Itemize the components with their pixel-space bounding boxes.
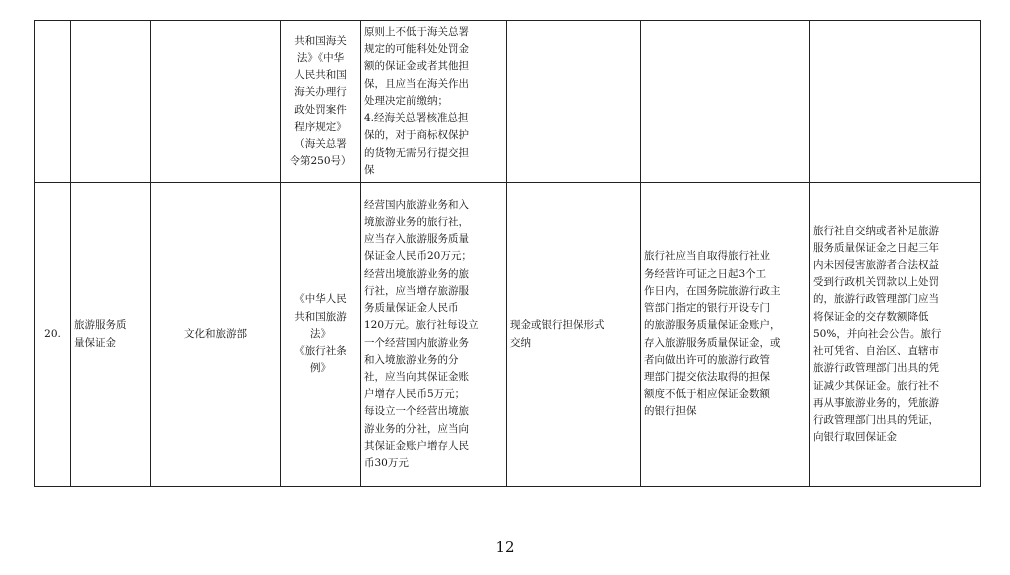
refund-rule-cell: [810, 21, 981, 183]
requirement-cell: 原则上不低于海关总署 规定的可能科处处罚金 额的保证金或者其他担 保，且应当在海关作出 处理决定前缴纳； 4.经海关总署核准总担 保的，对于商标权保护 的货物无需另行提交担 保: [361, 21, 507, 183]
payment-form-cell: 现金或银行担保形式 交纳: [507, 183, 641, 487]
requirement-cell: 经营国内旅游业务和入 境旅游业务的旅行社， 应当存入旅游服务质量 保证金人民币20万元； 经营出境旅游业务的旅 行社，应当增存旅游服 务质量保证金人民币 120万元。旅行社每设立 一个经营国内旅游业务 和入境旅游业务的分 社，应当向其保证金账 户增存人民币5万元； 每设立一个经营出境旅 游业务的分社，应当向 其保证金账户增存人民 币30万元: [361, 183, 507, 487]
item-name-cell: [71, 21, 151, 183]
payment-procedure-cell: [641, 21, 810, 183]
table-row: [35, 21, 981, 183]
department-cell: 文化和旅游部: [151, 183, 281, 487]
payment-procedure-cell: 旅行社应当自取得旅行社业 务经营许可证之日起3个工 作日内，在国务院旅游行政主 管部门指定的银行开设专门 的旅游服务质量保证金账户， 存入旅游服务质量保证金，或 者向做出许可的旅游行政管 理部门提交依法取得的担保 额度不低于相应保证金数额 的银行担保: [641, 183, 810, 487]
legal-basis-cell: 共和国海关 法》《中华 人民共和国 海关办理行 政处罚案件 程序规定》 （海关总署 令第250号）: [281, 21, 361, 183]
row-number-cell: 20.: [35, 183, 71, 487]
payment-form-cell: [507, 21, 641, 183]
department-cell: [151, 21, 281, 183]
refund-rule-cell: 旅行社自交纳或者补足旅游 服务质量保证金之日起三年 内未因侵害旅游者合法权益 受到行政机关罚款以上处罚 的，旅游行政管理部门应当 将保证金的交存数额降低 50%，并向社会公告。旅行 社可凭省、自治区、直辖市 旅游行政管理部门出具的凭 证减少其保证金。旅行社不 再从事旅游业务的，凭旅游 行政管理部门出具的凭证， 向银行取回保证金: [810, 183, 981, 487]
table-row: [35, 183, 981, 487]
row-number-cell: [35, 21, 71, 183]
guarantee-deposit-table: [34, 20, 981, 487]
page-number: 12: [495, 538, 515, 556]
legal-basis-cell: 《中华人民 共和国旅游 法》 《旅行社条 例》: [281, 183, 361, 487]
item-name-cell: 旅游服务质 量保证金: [71, 183, 151, 487]
